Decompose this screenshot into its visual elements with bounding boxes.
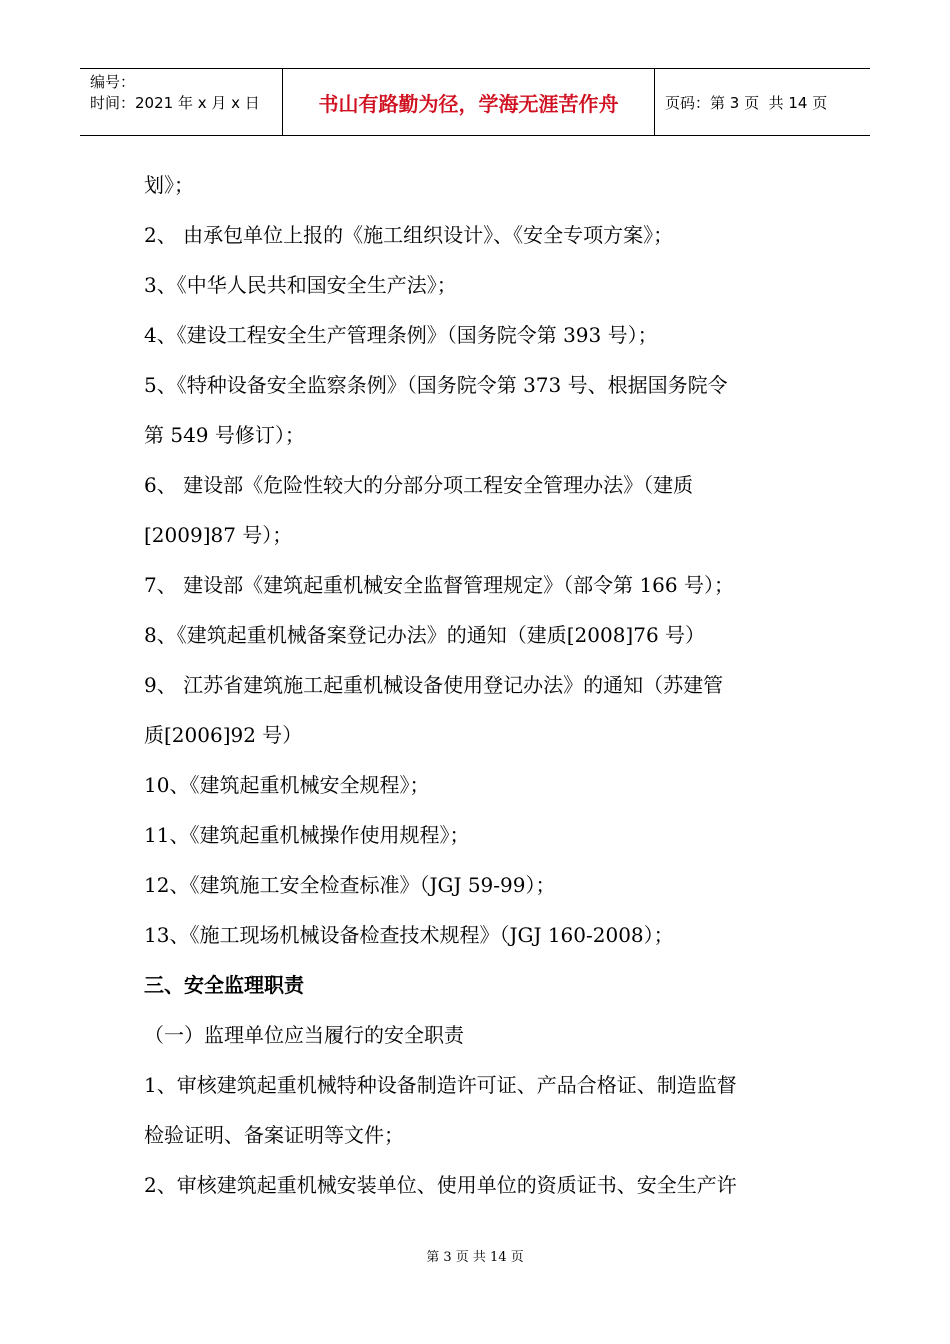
body-line: 11、《建筑起重机械操作使用规程》； (144, 823, 470, 847)
body-line: 6、 建设部《危险性较大的分部分项工程安全管理办法》（建质 (144, 473, 694, 497)
body-line: 质[2006]92 号） (144, 723, 303, 747)
header-page-info (655, 69, 870, 135)
body-line: 7、 建设部《建筑起重机械安全监督管理规定》（部令第 166 号）； (144, 573, 734, 597)
body-line: 10、《建筑起重机械安全规程》； (144, 773, 430, 797)
body-line: 9、 江苏省建筑施工起重机械设备使用登记办法》的通知（苏建管 (144, 673, 724, 697)
section-heading: 三、安全监理职责 (144, 973, 304, 997)
subsection-heading: （一）监理单位应当履行的安全职责 (144, 1023, 464, 1047)
body-line: 第 549 号修订）； (144, 423, 305, 447)
header-motto: 书山有路勤为径，学海无涯苦作舟 (283, 69, 655, 135)
body-line: 4、《建设工程安全生产管理条例》（国务院令第 393 号）； (144, 323, 658, 347)
body-line: 检验证明、备案证明等文件； (144, 1123, 404, 1147)
body-line: 8、《建筑起重机械备案登记办法》的通知（建质[2008]76 号） (144, 623, 706, 647)
body-line: 2、 由承包单位上报的《施工组织设计》、《安全专项方案》； (144, 223, 674, 247)
page-footer: 第 3 页 共 14 页 (426, 1250, 524, 1265)
document-date: 时间：2021 年 x 月 x 日 (90, 94, 260, 112)
document-body (144, 160, 824, 1210)
body-line: 3、《中华人民共和国安全生产法》； (144, 273, 457, 297)
body-line: 13、《施工现场机械设备检查技术规程》（JGJ 160-2008）； (144, 923, 674, 947)
body-line: 5、《特种设备安全监察条例》（国务院令第 373 号、根据国务院令 (144, 373, 728, 397)
document-number-label: 编号： (90, 73, 136, 91)
body-line: 1、审核建筑起重机械特种设备制造许可证、产品合格证、制造监督 (144, 1073, 737, 1097)
body-line: 2、审核建筑起重机械安装单位、使用单位的资质证书、安全生产许 (144, 1173, 737, 1197)
header-page-label: 页码：第 3 页 共 14 页 (665, 93, 828, 112)
body-line: 12、《建筑施工安全检查标准》（JGJ 59-99）； (144, 873, 556, 897)
header-meta (80, 69, 283, 135)
body-line: 划》； (144, 173, 194, 197)
document-header (80, 68, 870, 136)
body-line: [2009]87 号）； (144, 523, 293, 547)
